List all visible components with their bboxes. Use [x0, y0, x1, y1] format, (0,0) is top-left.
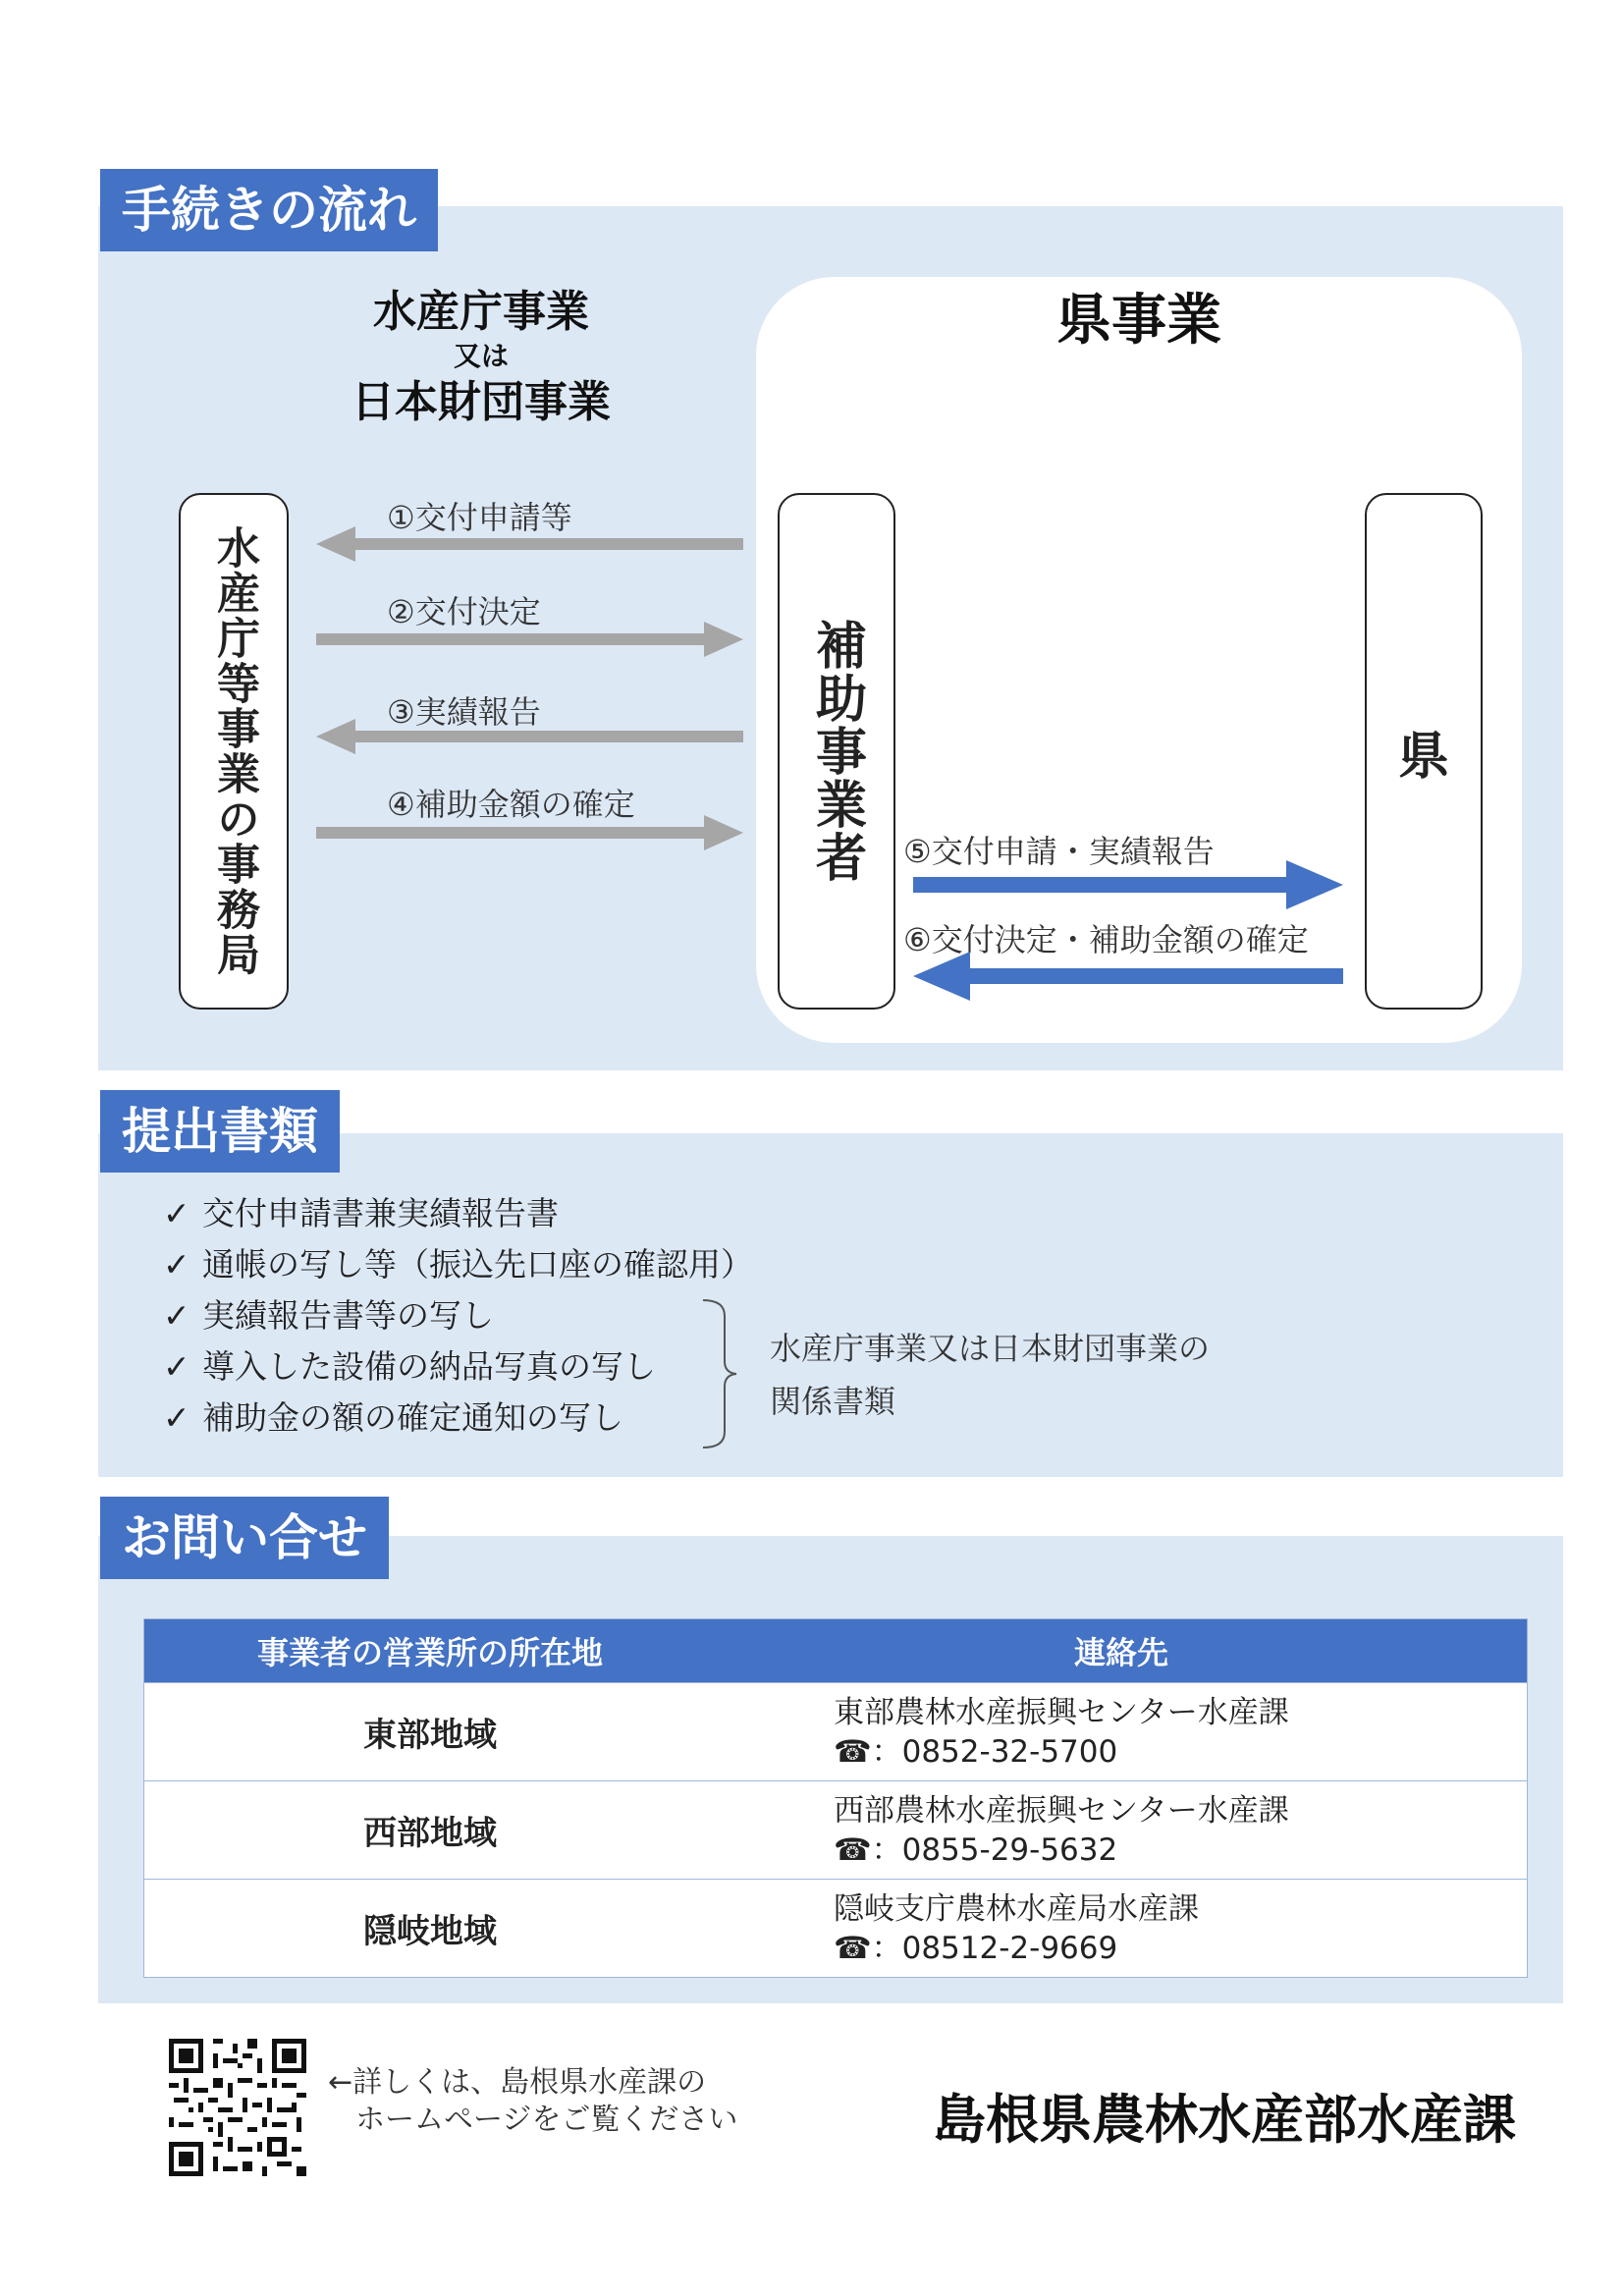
documents-heading: 提出書類: [100, 1090, 340, 1173]
contact-cell: 隠岐支庁農林水産局水産課 ☎：08512-2-9669: [716, 1880, 1527, 1978]
step4-label: ④補助金額の確定: [387, 786, 635, 823]
contact-cell: 東部農林水産振興センター水産課 ☎：0852-32-5700: [716, 1683, 1527, 1781]
documents-note: 水産庁事業又は日本財団事業の 関係書類: [770, 1330, 1211, 1420]
region-cell: 西部地域: [144, 1781, 716, 1880]
arrow-step1: [316, 526, 743, 562]
region-cell: 隠岐地域: [144, 1880, 716, 1978]
document-item: ✓ 実績報告書等の写し: [163, 1296, 494, 1335]
contact-heading: お問い合せ: [100, 1497, 389, 1579]
contact-table-wrap: [143, 1618, 1528, 1978]
contact-table: [144, 1619, 1527, 1977]
col-location: 事業者の営業所の所在地: [144, 1619, 716, 1683]
step1-label: ①交付申請等: [387, 499, 572, 536]
step6-label: ⑥交付決定・補助金額の確定: [903, 921, 1309, 958]
flow-heading: 手続きの流れ: [100, 169, 438, 251]
document-item: ✓ 通帳の写し等（振込先口座の確認用）: [163, 1245, 753, 1284]
operator-box: 補助事業者: [778, 493, 895, 1010]
arrow-step2: [316, 622, 743, 657]
phone-number: ☎：0852-32-5700: [834, 1733, 1118, 1770]
document-item: ✓ 導入した設備の納品写真の写し: [163, 1347, 656, 1386]
right-title: 県事業: [1056, 289, 1221, 353]
phone-number: ☎：08512-2-9669: [834, 1930, 1118, 1966]
table-row: [144, 1683, 1527, 1781]
table-row: [144, 1781, 1527, 1880]
table-row: [144, 1880, 1527, 1978]
arrow-step3: [316, 719, 743, 754]
arrow-step4: [316, 815, 743, 850]
contact-cell: 西部農林水産振興センター水産課 ☎：0855-29-5632: [716, 1781, 1527, 1880]
step5-label: ⑤交付申請・実績報告: [903, 833, 1215, 870]
document-item: ✓ 補助金の額の確定通知の写し: [163, 1398, 623, 1437]
qr-code-icon[interactable]: [169, 2039, 306, 2176]
col-contact: 連絡先: [716, 1619, 1527, 1683]
left-title: 水産庁事業 又は 日本財団事業: [352, 287, 611, 427]
brace-icon: [699, 1298, 738, 1449]
organization-name: 島根県農林水産部水産課: [933, 2089, 1516, 2151]
pref-box: 県: [1365, 493, 1483, 1010]
region-cell: 東部地域: [144, 1683, 716, 1781]
phone-number: ☎：0855-29-5632: [834, 1831, 1118, 1868]
arrow-step6: [913, 952, 1343, 1001]
document-item: ✓ 交付申請書兼実績報告書: [163, 1194, 559, 1232]
documents-list: [163, 1188, 753, 1444]
flow-arrows: [0, 0, 1623, 1080]
office-box: 水産庁等事業の事務局: [179, 493, 289, 1010]
step2-label: ②交付決定: [387, 593, 541, 630]
qr-note: ←詳しくは、島根県水産課の ホームページをご覧ください: [328, 2065, 738, 2137]
step3-label: ③実績報告: [387, 693, 541, 731]
arrow-step5: [913, 860, 1343, 909]
